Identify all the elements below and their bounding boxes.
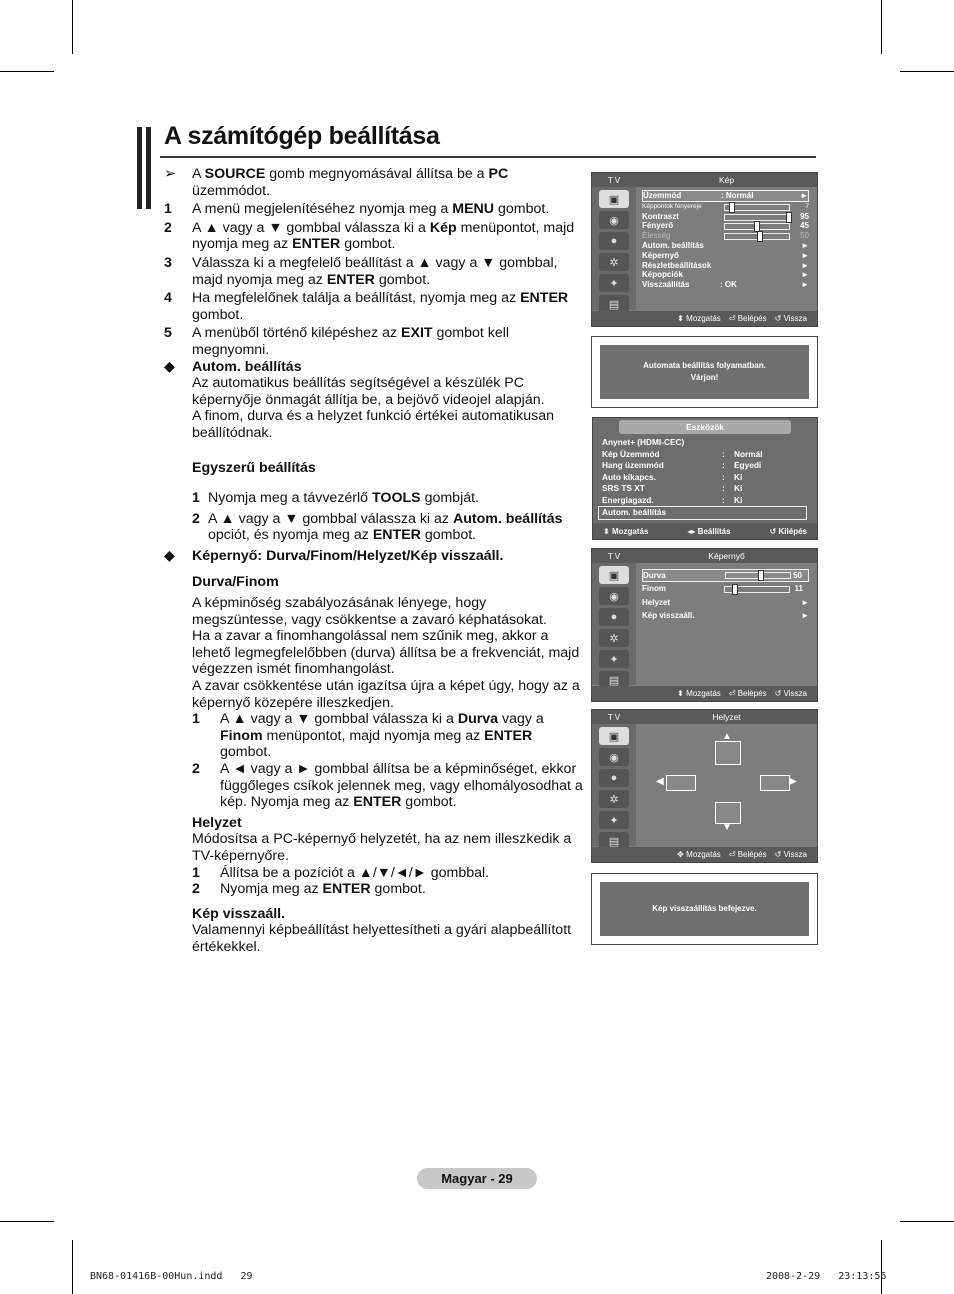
position-down-box[interactable]	[715, 802, 741, 824]
position-right-box[interactable]	[760, 775, 790, 791]
application-icon[interactable]: ▤	[599, 671, 629, 689]
setup-icon[interactable]: ✲	[599, 629, 629, 647]
sound-icon[interactable]: ◉	[599, 587, 629, 605]
down-arrow-icon[interactable]: ▼	[722, 822, 732, 833]
page-title: A számítógép beállítása	[164, 122, 440, 150]
menu-item-auto-adjust[interactable]: Autom. beállítás ►	[642, 240, 809, 250]
intro-note: ➢ A SOURCE gomb megnyomásával állítsa be a PC üzemmódot.	[164, 166, 509, 199]
title-decoration	[137, 127, 142, 209]
position-pad	[636, 727, 815, 845]
tools-item-sound-mode[interactable]: Hang üzemmód : Egyedi	[602, 460, 762, 470]
sound-icon[interactable]: ◉	[599, 211, 629, 229]
step-4: 4 Ha megfelelőnek találja a beállítást, nyomja meg az ENTER gombot.	[164, 290, 569, 323]
tools-item-energy[interactable]: Energiagazd. : Ki	[602, 494, 743, 505]
main-text	[164, 166, 584, 956]
move-icon: ⬍	[677, 314, 684, 323]
menu-item-fine[interactable]: Finom 11	[642, 584, 803, 593]
menu-item-image-reset[interactable]: Kép visszaáll. ►	[642, 611, 809, 620]
menu-sidebar	[592, 563, 636, 685]
sound-icon[interactable]: ◉	[599, 748, 629, 766]
file-slug: BN68-01416B-00Hun.indd 29	[90, 1271, 253, 1282]
tools-item-sleep[interactable]: Auto kikapcs. : Ki	[602, 471, 743, 482]
step-3: 3 Válassza ki a megfelelő beállítást a ▲ vagy a ▼ gombbal, majd nyomja meg az ENTER gombot.	[164, 254, 558, 288]
menu-item-contrast[interactable]: Kontraszt 95	[642, 211, 809, 221]
return-icon: ↺	[774, 314, 782, 323]
crop-mark	[0, 71, 54, 72]
input-icon[interactable]: ✦	[599, 274, 629, 292]
tv-menu-position: T V Helyzet ▣ ◉ ● ✲ ✦ ▤ ✥ Mozgatás ⏎ Belépés ↺ Vissza	[591, 709, 818, 863]
tools-item-anynet[interactable]: Anynet+ (HDMI-CEC)	[602, 437, 685, 447]
slider[interactable]	[724, 586, 790, 593]
menu-sidebar	[592, 187, 636, 310]
crop-mark	[72, 0, 73, 54]
position-up-box[interactable]	[715, 741, 741, 765]
picture-icon[interactable]: ▣	[599, 566, 629, 584]
crop-mark	[900, 1221, 954, 1222]
menu-item-brightness[interactable]: Fényerő 45	[642, 221, 809, 231]
move-icon: ⬍	[603, 526, 610, 536]
crop-mark	[72, 1240, 73, 1294]
channel-icon[interactable]: ●	[599, 769, 629, 787]
crop-mark	[900, 71, 954, 72]
right-arrow-icon[interactable]: ▶	[789, 776, 797, 787]
input-icon[interactable]: ✦	[599, 650, 629, 668]
move-4way-icon: ✥	[677, 850, 684, 859]
input-icon[interactable]: ✦	[599, 811, 629, 829]
menu-item-detailed[interactable]: Részletbeállítások ►	[642, 260, 809, 270]
menu-item-reset[interactable]: Visszaállítás : OK ►	[642, 280, 809, 290]
step-1: 1 A menü megjelenítéséhez nyomja meg a MENU gombot.	[164, 201, 550, 218]
menu-item-position[interactable]: Helyzet ►	[642, 598, 809, 607]
picture-icon[interactable]: ▣	[599, 190, 629, 208]
auto-adjust-message: Automata beállítás folyamatban. Várjon!	[591, 336, 818, 408]
slider[interactable]	[724, 223, 790, 230]
menu-item-cell-light[interactable]: Képpontok fényereje 7	[642, 202, 809, 212]
menu-footer: ✥ Mozgatás ⏎ Belépés ↺ Vissza	[592, 847, 817, 862]
tools-footer: ⬍ Mozgatás ◂▸ Beállítás ↺ Kilépés	[593, 523, 817, 539]
menu-sidebar	[592, 724, 636, 846]
move-icon: ⬍	[677, 689, 684, 698]
menu-item-mode[interactable]: Üzemmód : Normál ►	[643, 191, 808, 200]
menu-footer: ⬍ Mozgatás ⏎ Belépés ↺ Vissza	[592, 686, 817, 701]
position-left-box[interactable]	[666, 775, 696, 791]
tv-menu-screen: T V Képernyő ▣ ◉ ● ✲ ✦ ▤ Durva 50 Finom 11 Helyzet ► Kép visszaáll. ► ⬍ Mozgatás ⏎ Belépés ↺ Vissza	[591, 548, 818, 702]
diamond-bullet-icon: ◆	[164, 547, 175, 564]
title-decoration	[146, 127, 151, 209]
channel-icon[interactable]: ●	[599, 608, 629, 626]
screen-section: ◆ Képernyő: Durva/Finom/Helyzet/Kép visszaáll. Durva/Finom A képminőség szabályozásának lényege, hogy megszüntesse, vagy csökkentse a zavaró képhatásokat. Ha a zavar a finomhangolással nem szűnik meg, akkor a lehető legmegfelelőbben (durva) állítsa be a frekvenciát, majd végezzen ismét finomhangolást. A zavar csökkentése után igazítsa újra a képet úgy, hogy az a képernyő közepére illeszkedjen. 1 A ▲ vagy a ▼ gombbal válassza ki a Durva vagy a Finom menüpontot, majd nyomja meg az ENTER gombot. 2 A ◄ vagy a ► gombbal állítsa be a képminőséget, ekkor függőleges csíkok jelennek meg, vagy elhomályosodhat a kép. Nyomja meg az ENTER gombot. Helyzet Módosítsa a PC-képernyő helyzetét, ha az nem illeszkedik a TV-képernyőre. 1 Állítsa be a pozíciót a ▲/▼/◄/► gombbal. 2 Nyomja meg az ENTER gombot. Kép visszaáll. Valamennyi képbeállítást helyettesítheti a gyári alapbeállított értékekkel.	[164, 547, 583, 955]
setup-icon[interactable]: ✲	[599, 253, 629, 271]
slider-knob[interactable]	[732, 584, 738, 595]
slider[interactable]	[724, 204, 790, 211]
crop-mark	[0, 1221, 54, 1222]
menu-item-coarse[interactable]: Durva 50	[642, 569, 809, 582]
title-rule	[160, 156, 816, 158]
enter-icon: ⏎	[728, 314, 736, 323]
tv-menu-picture: T V Kép ▣ ◉ ● ✲ ✦ ▤ Üzemmód : Normál ► Képpontok fényereje 7 Kontraszt 95 Fényerő 45 Élesség 50 Autom. beállítás ► Képernyő ► Részletbeállítások ► Képopciók ► Visszaállítás : OK ► ⬍ Mozgatás ⏎ Belépés ↺ Vissza	[591, 172, 818, 327]
reset-message: Kép visszaállítás befejezve.	[591, 873, 818, 945]
menu-footer: ⬍ Mozgatás ⏎ Belépés ↺ Vissza	[592, 311, 817, 326]
return-icon: ↺	[774, 689, 782, 698]
channel-icon[interactable]: ●	[599, 232, 629, 250]
date-slug: 2008-2-29 23:13:56	[766, 1271, 887, 1282]
application-icon[interactable]: ▤	[599, 832, 629, 850]
enter-icon: ⏎	[728, 689, 736, 698]
step-5: 5 A menüből történő kilépéshez az EXIT gombot kell megnyomni.	[164, 325, 510, 358]
auto-section: ◆ Autom. beállítás Az automatikus beállítás segítségével a készülék PC képernyője önmagát állítja be, a bejövő videojel alapján. A finom, durva és a helyzet funkció értékei automatikusan beállítódnak. Egyszerű beállítás 1 Nyomja meg a távvezérlő TOOLS gombját. 2 A ▲ vagy a ▼ gombbal válassza ki az Autom. beállítás opciót, és nyomja meg az ENTER gombot.	[164, 358, 563, 544]
left-arrow-icon[interactable]: ◀	[656, 776, 664, 787]
picture-icon[interactable]: ▣	[599, 727, 629, 745]
menu-item-screen[interactable]: Képernyő ►	[642, 250, 809, 260]
up-arrow-icon[interactable]: ▲	[722, 731, 732, 742]
menu-item-options[interactable]: Képopciók ►	[642, 270, 809, 280]
enter-icon: ⏎	[728, 850, 736, 859]
return-icon: ↺	[774, 850, 782, 859]
exit-icon: ↺	[769, 526, 777, 536]
tools-item-auto-adjust[interactable]: Autom. beállítás	[598, 506, 807, 520]
step-2: 2 A ▲ vagy a ▼ gombbal válassza ki a Kép menüpontot, majd nyomja meg az ENTER gombot.	[164, 219, 575, 253]
tools-menu: Eszközök Anynet+ (HDMI-CEC) Kép Üzemmód : Normál Hang üzemmód : Egyedi Auto kikapcs. : Ki SRS TS XT : Ki Energiagazd. : Ki Autom. beállítás ⬍ Mozgatás ◂▸ Beállítás ↺ Kilépés	[592, 417, 818, 540]
slider[interactable]	[724, 233, 790, 240]
tools-item-picture-mode[interactable]: Kép Üzemmód : Normál	[602, 448, 763, 459]
diamond-bullet-icon: ◆	[164, 358, 175, 375]
slider[interactable]	[725, 572, 791, 579]
page-number: Magyar - 29	[417, 1168, 537, 1189]
setup-icon[interactable]: ✲	[599, 790, 629, 808]
application-icon[interactable]: ▤	[599, 295, 629, 313]
arrow-note-icon: ➢	[164, 166, 176, 182]
tools-item-srs[interactable]: SRS TS XT : Ki	[602, 483, 743, 493]
menu-item-sharpness[interactable]: Élesség 50	[642, 231, 809, 241]
slider[interactable]	[724, 214, 790, 221]
crop-mark	[881, 1240, 882, 1294]
crop-mark	[881, 0, 882, 54]
left-right-icon: ◂▸	[687, 526, 696, 536]
slider-knob[interactable]	[758, 570, 764, 581]
